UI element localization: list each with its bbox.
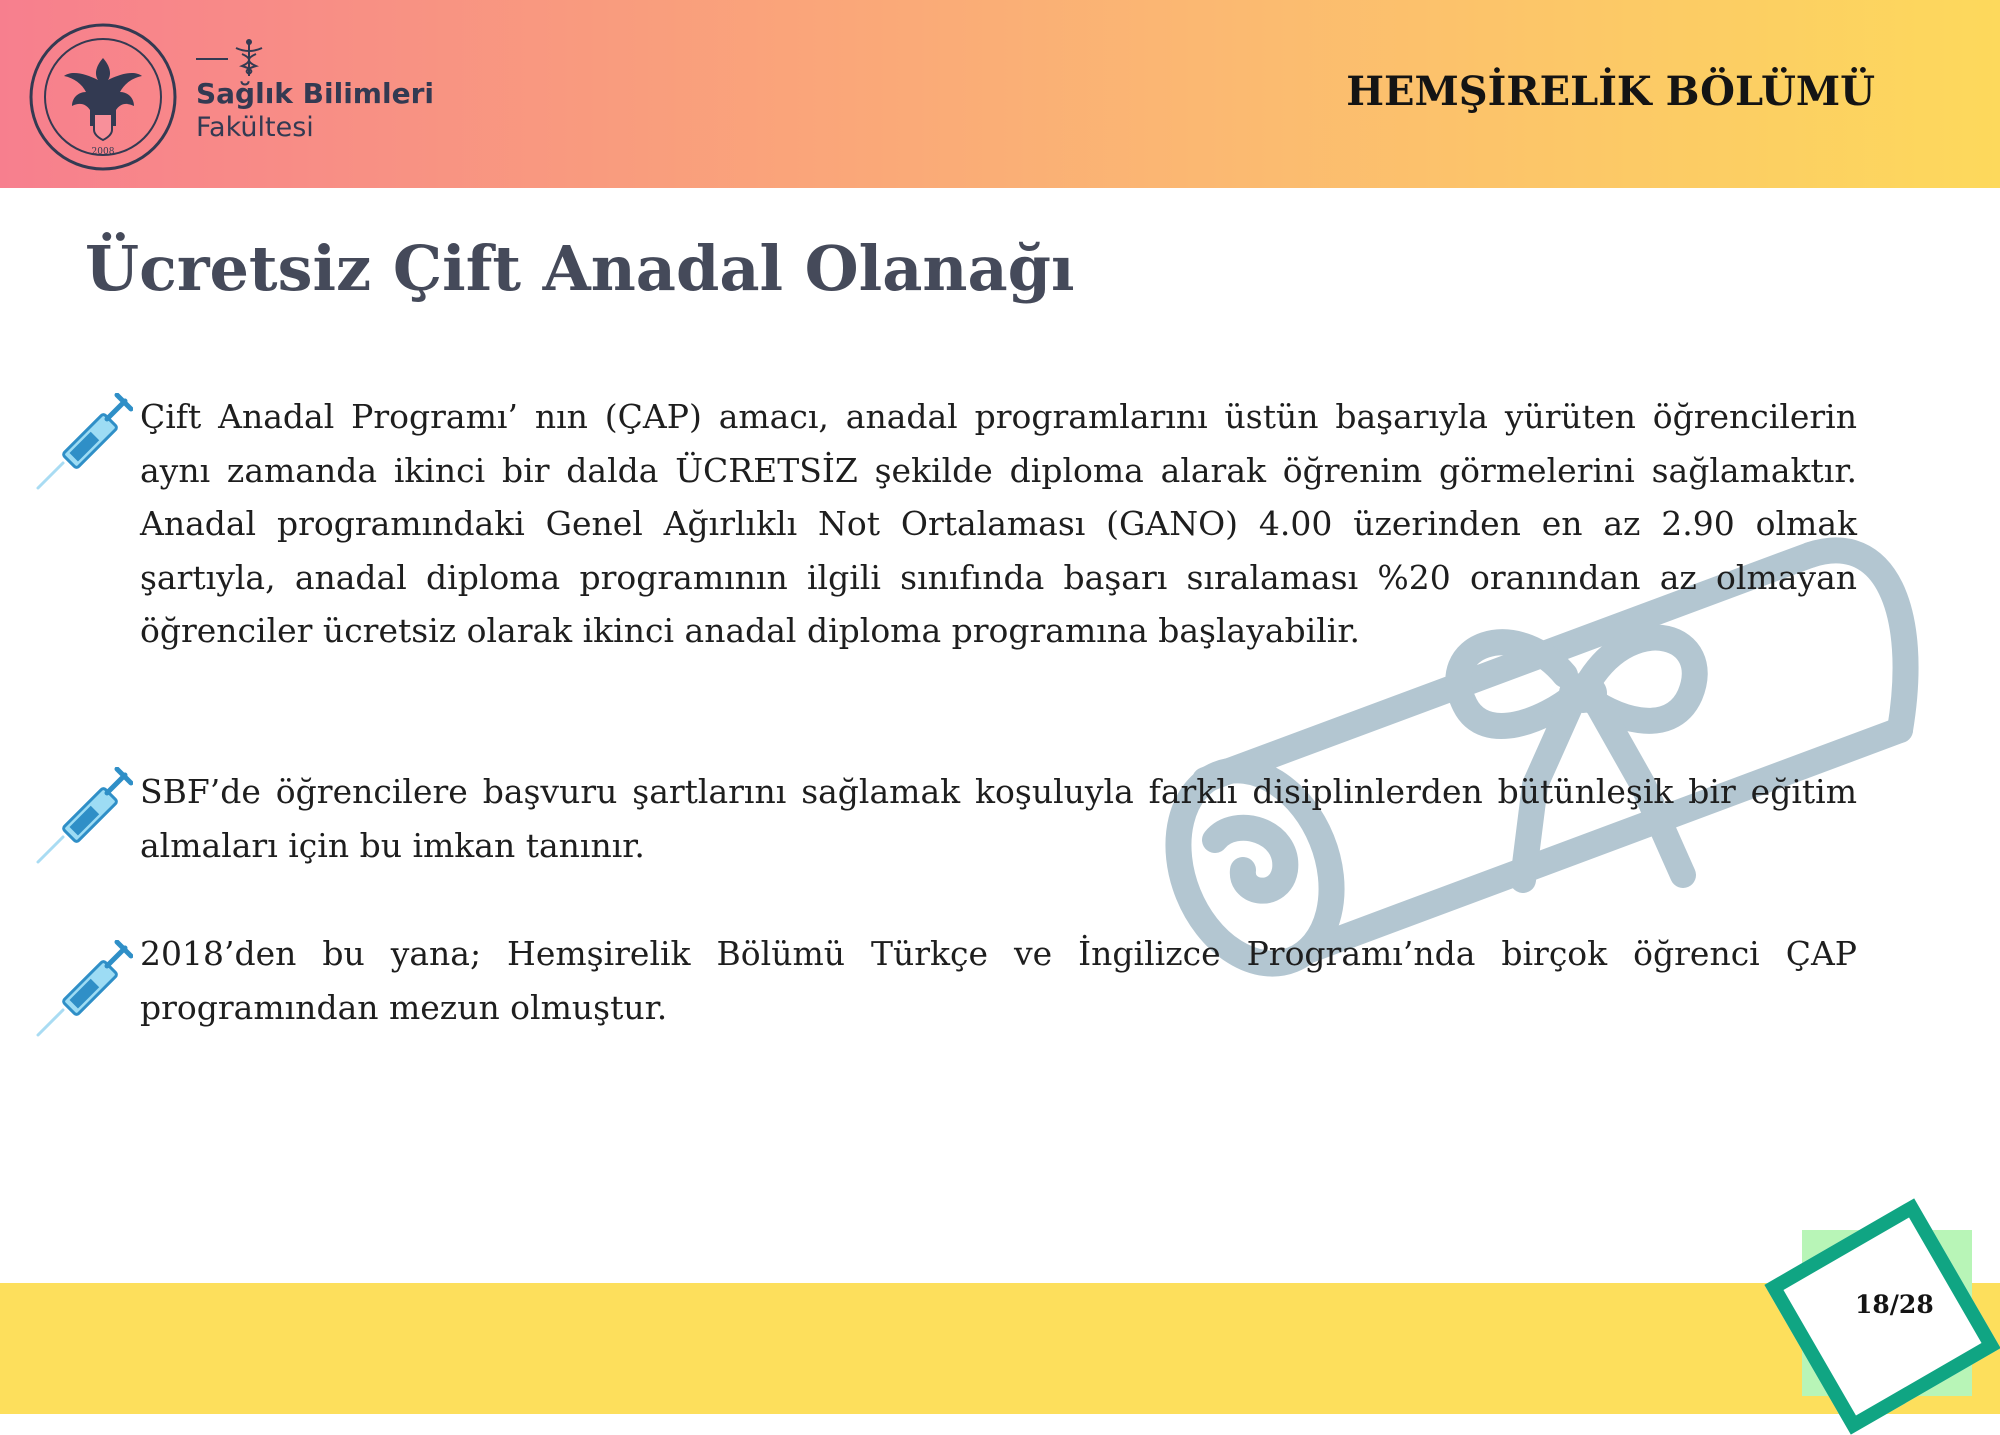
faculty-name: Sağlık Bilimleri [196, 77, 434, 110]
bullet-item [140, 927, 1857, 1034]
bullet-text: Çift Anadal Programı’ nın (ÇAP) amacı, anadal programlarını üstün başarıyla yürüten öğrencilerin aynı zamanda ikinci bir dalda ÜCRETSİZ şekilde diploma alarak öğrenim görmelerini sağlamaktır. Anadal programındaki Genel Ağırlıklı Not Ortalaması (GANO) 4.00 üzerinden en az 2.90 olmak şartıyla, anadal diploma programının ilgili sınıfında başarı sıralaması %20 oranından az olmayan öğrenciler ücretsiz olarak ikinci anadal diploma programına başlayabilir. [140, 397, 1857, 650]
faculty-subtitle: Fakültesi [196, 112, 314, 143]
university-seal-icon [28, 22, 178, 172]
syringe-icon [33, 393, 133, 493]
bullet-item [140, 390, 1857, 658]
header-banner [0, 0, 2000, 188]
page-title: Ücretsiz Çift Anadal Olanağı [85, 232, 1075, 305]
caduceus-icon [232, 38, 266, 78]
page-number: 18/28 [1855, 1290, 1934, 1319]
syringe-icon [33, 940, 133, 1040]
department-title: HEMŞİRELİK BÖLÜMÜ [1346, 68, 1875, 115]
syringe-icon [33, 767, 133, 867]
bullet-item [140, 765, 1857, 872]
svg-text:2008: 2008 [91, 147, 115, 157]
faculty-divider-line [196, 58, 228, 60]
footer-band [0, 1283, 2000, 1414]
bullet-text: SBF’de öğrencilere başvuru şartlarını sağlamak koşuluyla farklı disiplinlerden bütünleşik bir eğitim almaları için bu imkan tanınır. [140, 772, 1857, 865]
bullet-text: 2018’den bu yana; Hemşirelik Bölümü Türkçe ve İngilizce Programı’nda birçok öğrenci ÇAP programından mezun olmuştur. [140, 934, 1857, 1027]
